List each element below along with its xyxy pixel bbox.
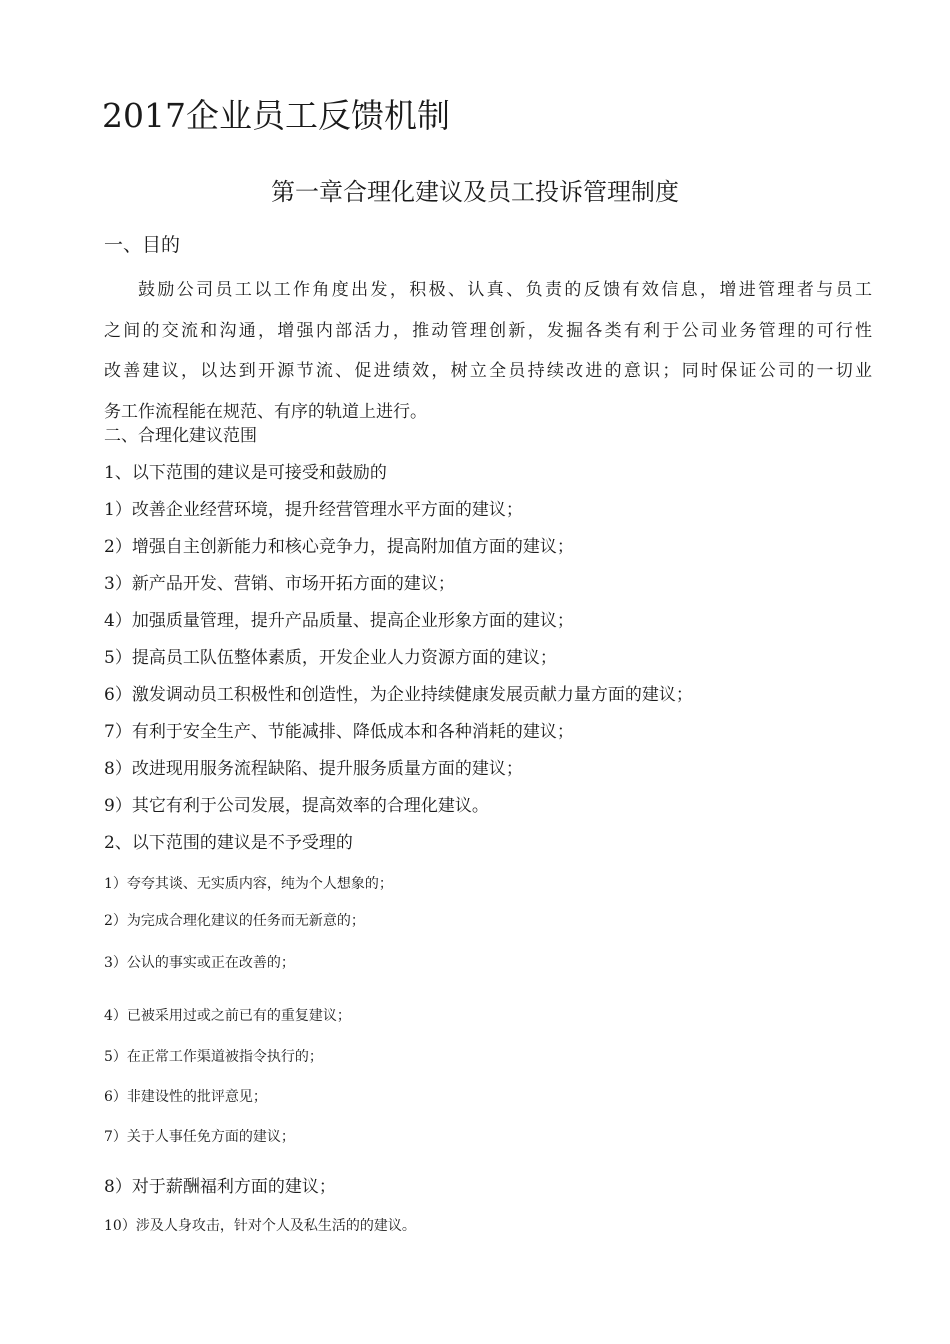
accepted-item: 6）激发调动员工积极性和创造性，为企业持续健康发展贡献力量方面的建议； xyxy=(104,685,693,705)
rejected-item: 1）夸夸其谈、无实质内容，纯为个人想象的； xyxy=(104,876,393,892)
accepted-item: 1）改善企业经营环境，提升经营管理水平方面的建议； xyxy=(104,500,523,520)
document-title: 2017企业员工反馈机制 xyxy=(102,96,450,135)
accepted-item: 7）有利于安全生产、节能减排、降低成本和各种消耗的建议； xyxy=(104,722,574,742)
paragraph-line: 务工作流程能在规范、有序的轨道上进行。 xyxy=(104,401,427,422)
rejected-item: 10）涉及人身攻击，针对个人及私生活的的建议。 xyxy=(104,1218,416,1234)
accepted-item: 5）提高员工队伍整体素质，开发企业人力资源方面的建议； xyxy=(104,648,557,668)
rejected-item: 8）对于薪酬福利方面的建议； xyxy=(104,1177,336,1197)
paragraph-line: 之间的交流和沟通，增强内部活力，推动管理创新，发掘各类有利于公司业务管理的可行性 xyxy=(104,320,872,341)
section-heading-scope: 二、合理化建议范围 xyxy=(104,426,257,446)
accepted-item: 9）其它有利于公司发展，提高效率的合理化建议。 xyxy=(104,796,489,816)
chapter-title: 第一章合理化建议及员工投诉管理制度 xyxy=(271,178,679,206)
paragraph-line: 鼓励公司员工以工作角度出发，积极、认真、负责的反馈有效信息，增进管理者与员工 xyxy=(138,280,872,300)
rejected-item: 2）为完成合理化建议的任务而无新意的； xyxy=(104,913,365,929)
rejected-item: 5）在正常工作渠道被指令执行的； xyxy=(104,1049,323,1065)
rejected-item: 6）非建设性的批评意见； xyxy=(104,1089,267,1105)
subheading-accepted: 1、以下范围的建议是可接受和鼓励的 xyxy=(104,463,387,483)
subheading-rejected: 2、以下范围的建议是不予受理的 xyxy=(104,833,353,853)
accepted-item: 8）改进现用服务流程缺陷、提升服务质量方面的建议； xyxy=(104,759,523,779)
rejected-item: 4）已被采用过或之前已有的重复建议； xyxy=(104,1008,351,1024)
paragraph-line: 改善建议，以达到开源节流、促进绩效，树立全员持续改进的意识；同时保证公司的一切业 xyxy=(104,361,872,381)
purpose-paragraph xyxy=(104,270,872,432)
accepted-item: 2）增强自主创新能力和核心竞争力，提高附加值方面的建议； xyxy=(104,537,574,557)
rejected-item: 3）公认的事实或正在改善的； xyxy=(104,955,295,971)
rejected-item: 7）关于人事任免方面的建议； xyxy=(104,1129,295,1145)
accepted-item: 3）新产品开发、营销、市场开拓方面的建议； xyxy=(104,574,455,594)
section-heading-purpose: 一、目的 xyxy=(104,234,181,256)
accepted-item: 4）加强质量管理，提升产品质量、提高企业形象方面的建议； xyxy=(104,611,574,631)
